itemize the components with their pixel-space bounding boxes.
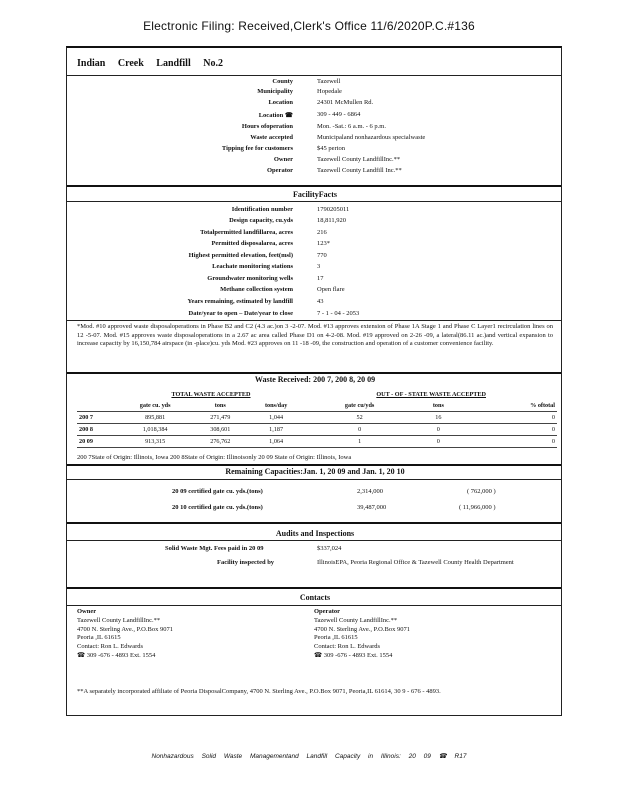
out-of-state-group-header: OUT - OF - STATE WASTE ACCEPTED bbox=[376, 391, 486, 398]
column-header: tons/day bbox=[247, 400, 305, 412]
operator-contact: Operator Tazewell County LandfillInc.** 4700 N. Sterling Ave., P.O.Box 9071 Peoria ,IL 61615 Contact: Ron L. Edwards ☎ 309 -676 - 4893 Ext. 1554 bbox=[314, 608, 410, 659]
divider bbox=[67, 605, 561, 606]
info-row: Tipping fee for customers $45 perton bbox=[221, 145, 345, 152]
contacts-heading: Contacts bbox=[299, 593, 331, 602]
facility-facts-heading: FacilityFacts bbox=[293, 190, 337, 199]
capacity-tons: ( 762,000 ) bbox=[467, 488, 496, 495]
info-row: Municipality Hopedale bbox=[257, 88, 342, 95]
waste-received-heading: Waste Received: 200 7, 200 8, 20 09 bbox=[254, 375, 376, 384]
info-row: Waste accepted Municipaland nonhazardous specialwaste bbox=[250, 134, 426, 141]
capacity-label: 20 09 certified gate cu. yds.(tons) bbox=[172, 488, 263, 495]
table-row: 200 8 1,018,384 308,601 1,187 0 0 0 bbox=[77, 424, 557, 436]
fact-row: Years remaining, estimated by landfill 43 bbox=[187, 298, 324, 305]
state-of-origin-note: 200 7State of Origin: Illinois, Iowa 200 8State of Origin: Illinoisonly 20 09 State of Origin: Illinois, Iowa bbox=[77, 454, 352, 461]
divider bbox=[67, 540, 561, 541]
divider bbox=[67, 587, 561, 589]
total-waste-group-header: TOTAL WASTE ACCEPTED bbox=[171, 391, 251, 398]
divider bbox=[67, 372, 561, 374]
column-header: gate cu. yds bbox=[117, 400, 194, 412]
page-footer: Nonhazardous Solid Waste Managementand Landfill Capacity in Illinois: 20 09 ☎ R17 bbox=[151, 753, 467, 760]
fact-row: Date/year to open – Date/year to close 7 - 1 - 04 - 2053 bbox=[188, 310, 360, 317]
fact-row: Leachate monitoring stations 3 bbox=[212, 263, 321, 270]
fact-row: Permitted disposalarea, acres 123* bbox=[211, 240, 330, 247]
facility-title: Indian Creek Landfill No.2 bbox=[77, 58, 223, 69]
info-row: Location ☎ 309 - 449 - 6864 bbox=[258, 111, 361, 119]
audit-label: Facility inspected by bbox=[217, 559, 275, 566]
divider bbox=[67, 479, 561, 480]
divider bbox=[67, 185, 561, 187]
divider bbox=[67, 320, 561, 321]
info-row: County Tazewell bbox=[272, 78, 341, 85]
audit-label: Solid Waste Mgt. Fees paid in 20 09 bbox=[165, 545, 264, 552]
divider bbox=[67, 464, 561, 466]
audits-heading: Audits and Inspections bbox=[275, 529, 355, 538]
facility-sheet bbox=[66, 46, 562, 716]
column-header: gate cu/yds bbox=[305, 400, 414, 412]
modification-note: *Mod. #10 approved waste disposaloperations in Phase B2 and C2 (4.3 ac.)on 3 -2-07. Mod. #13 approves extension of Phase 1A Stage 1 and Phase C Layer1 recirculation lines on 12 -5-07. Mod. #15 approves waste disposaloperations in a 2.67 ac area called Phase D1 on 4-2-08. Mod. #19 approved on 2-26 -09, a lateral(86.11 ac.)and vertical expansion to increase capacity by 16,150,784 airspace (in -place)cu. yds Mod. #23 approves on 11 -18 -09, the construction and operation of a customer convenience facility. bbox=[77, 323, 553, 347]
owner-contact: Owner Tazewell County LandfillInc.** 4700 N. Sterling Ave., P.O.Box 9071 Peoria ,IL 61615 Contact: Ron L. Edwards ☎ 309 -676 - 4893 Ext. 1554 bbox=[77, 608, 173, 659]
capacity-yards: 2,314,000 bbox=[357, 488, 383, 495]
fact-row: Totalpermitted landfillarea, acres 216 bbox=[200, 229, 327, 236]
audit-value: $337,024 bbox=[317, 545, 342, 552]
fact-row: Identification number 1790205011 bbox=[231, 206, 350, 213]
table-row: 200 7 895,881 271,479 1,044 52 16 0 bbox=[77, 412, 557, 424]
capacity-label: 20 10 certified gate cu. yds.(tons) bbox=[172, 504, 263, 511]
affiliate-note: **A separately incorporated affiliate of Peoria DisposalCompany, 4700 N. Sterling Ave., P.O.Box 9071, Peoria,IL 61614, 30 9 - 676 - 4893. bbox=[77, 688, 441, 695]
info-row: Location 24301 McMullen Rd. bbox=[268, 99, 374, 106]
fact-row: Methane collection system Open flare bbox=[220, 286, 345, 293]
column-header: tons bbox=[194, 400, 247, 412]
column-header: % oftotal bbox=[463, 400, 557, 412]
audit-value: IllinoisEPA, Peoria Regional Office & Tazewell County Health Department bbox=[317, 559, 514, 566]
capacity-yards: 39,487,000 bbox=[357, 504, 387, 511]
table-row: 20 09 913,315 276,762 1,064 1 0 0 bbox=[77, 436, 557, 448]
fact-row: Design capacity, cu.yds 18,811,920 bbox=[229, 217, 347, 224]
capacity-tons: ( 11,966,000 ) bbox=[459, 504, 496, 511]
info-row: Operator Tazewell County Landfill Inc.** bbox=[267, 167, 402, 174]
divider bbox=[67, 75, 561, 76]
column-header: tons bbox=[414, 400, 463, 412]
waste-table bbox=[77, 389, 557, 448]
info-row: Hours ofoperation Mon. -Sat.: 6 a.m. - 6 p.m. bbox=[241, 123, 386, 130]
fact-row: Highest permitted elevation, feet(msl) 770 bbox=[188, 252, 327, 259]
remaining-capacity-heading: Remaining Capacities:Jan. 1, 20 09 and Jan. 1, 20 10 bbox=[225, 467, 405, 476]
divider bbox=[67, 201, 561, 202]
info-row: Owner Tazewell County LandfillInc.** bbox=[273, 156, 401, 163]
filing-header: Electronic Filing: Received,Clerk's Office 11/6/2020P.C.#136 bbox=[143, 19, 475, 33]
divider bbox=[67, 522, 561, 524]
fact-row: Groundwater monitoring wells 17 bbox=[207, 275, 324, 282]
